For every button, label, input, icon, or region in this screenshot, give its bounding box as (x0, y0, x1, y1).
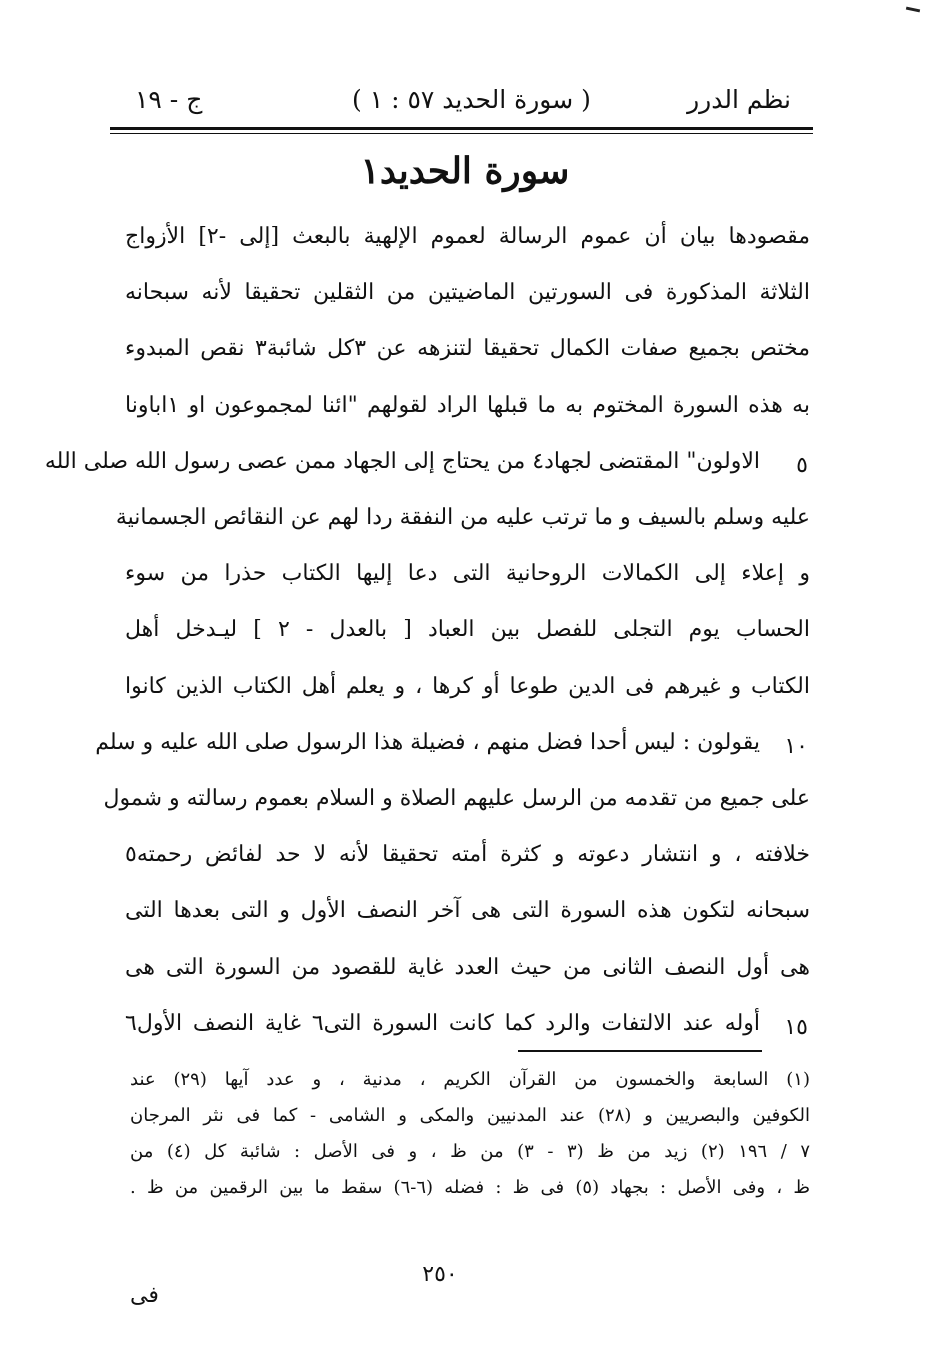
running-head-sura: ( سورة الحديد ٥٧ : ١ ) (352, 85, 591, 114)
body-line: عليه وسلم بالسيف و ما ترتب عليه من النفقة ردا لهم عن النقائص الجسمانية (115, 505, 810, 530)
body-line: خلافته ، و انتشار دعوته و كثرة أمته تحقيقا لأنه لا حد لفائض رحمته٥ (125, 842, 810, 868)
body-line: أوله عند الالتفات والرد كما كانت السورة التى٦ غاية النصف الأول٦ (125, 1010, 761, 1036)
running-head-title: نظم الدرر (687, 85, 791, 114)
scan-mark (906, 7, 920, 13)
body-line: و إعلاء إلى الكمالات الروحانية التى دعا إليها الكتاب حذرا من سوء (125, 561, 810, 587)
body-line: الثلاثة المذكورة فى السورتين الماضيتين من الثقلين تحقيقا لأنه سبحانه (125, 280, 810, 306)
body-line: به هذه السورة المختوم به ما قبلها الراد لقولهم "ائنا لمجموعون او ١اباونا (125, 392, 810, 418)
catchword: فى (130, 1283, 159, 1308)
footnote-line: ٧ / ١٩٦ (٢) زيد من ظ (٣ - ٣) من ظ ، و فى الأصل : شائبة كل (٤) من (130, 1141, 811, 1162)
body-line: سبحانه لتكون هذه السورة التى هى آخر النصف الأول و التى بعدها التى (125, 898, 810, 924)
line-number: ٥ (796, 452, 808, 478)
sura-title: سورة الحديد١ (360, 150, 570, 192)
line-number: ١٥ (784, 1014, 808, 1040)
body-line: مقصودها بيان أن عموم الرسالة لعموم الإلهية بالبعث [إلى -٢] الأزواج (125, 224, 811, 249)
footnote-rule (518, 1050, 762, 1052)
body-line: يقولون : ليس أحدا فضل منهم ، فضيلة هذا الرسول صلى الله عليه و سلم (95, 729, 760, 755)
running-head-volume: ج - ١٩ (135, 85, 203, 114)
body-line: الحساب يوم التجلى للفصل بين العباد [ بالعدل - ٢ ] ليـدخل أهل (125, 617, 810, 643)
body-line: الكتاب و غيرهم فى الدين طوعا أو كرها ، و يعلم أهل الكتاب الذين كانوا (125, 673, 810, 699)
footnote-line: ظ ، وفى الأصل : بجهاد (٥) فى ظ : فضله (٦-٦) سقط ما بين الرقمين من ظ . (130, 1177, 811, 1198)
page-number: ٢٥٠ (422, 1262, 458, 1287)
body-line: مختص بجميع صفات الكمال تحقيقا لتنزهه عن ٣كل شائبة٣ نقص المبدوء (125, 336, 810, 362)
header-rule-thick (110, 127, 813, 130)
body-line: الاولون" المقتضى لجهاد٤ من يحتاج إلى الجهاد ممن عصى رسول الله صلى الله (44, 448, 760, 474)
footnote-line: الكوفين والبصريين و (٢٨) عند المدنيين والمكى و الشامى - كما فى نثر المرجان (130, 1105, 811, 1126)
header-rule-thin (110, 133, 813, 134)
body-line: على جميع من تقدمه من الرسل عليهم الصلاة و السلام بعموم رسالته و شمول (103, 786, 810, 811)
line-number: ١٠ (784, 733, 808, 759)
footnote-line: (١) السابعة والخمسون من القرآن الكريم ، مدنية ، و عدد آيها (٢٩) عند (130, 1069, 810, 1090)
body-line: هى أول النصف الثانى من حيث العدد غاية للقصود من السورة التى هى (125, 954, 810, 980)
